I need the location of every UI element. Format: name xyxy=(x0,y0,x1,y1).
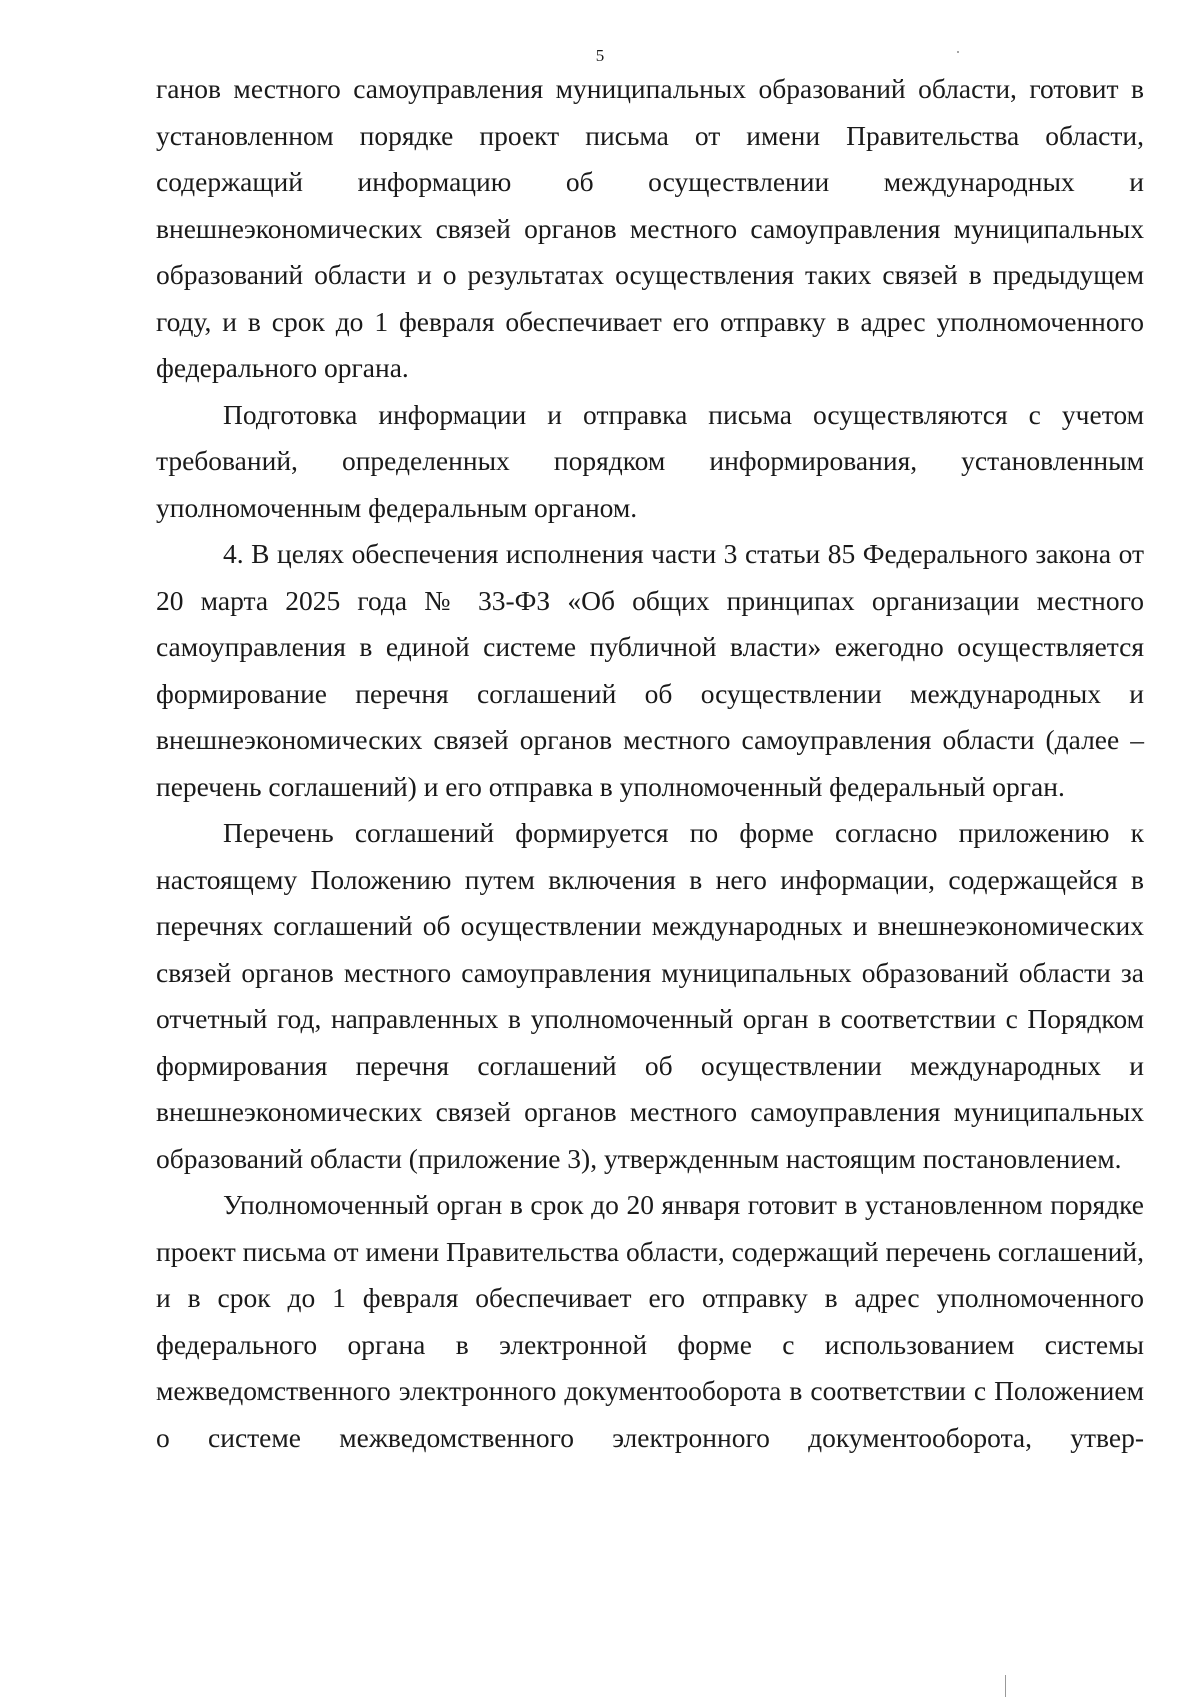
page-number: 5 xyxy=(595,46,605,65)
document-body xyxy=(156,66,1144,1461)
paragraph-list-formation: Перечень соглашений формируется по форме согласно приложению к настоящему Положению путем включения в него информации, содержащейся в перечнях соглашений об осуществлении международных и внешнеэкономических связей органов местного самоуправления муниципальных образований области за отчетный год, направленных в уполномоченный орган в соответствии с Порядком формирования перечня соглашений об осуществлении международных и внешнеэкономических связей органов местного самоуправления муниципальных образований области (приложение 3), утвержденным настоящим постановлением. xyxy=(156,817,1144,1174)
paragraph-authorized-body: Уполномоченный орган в срок до 20 января готовит в установленном порядке проект письма от имени Правительства области, содержащий перечень соглашений, и в срок до 1 февраля обеспечивает его отправку в адрес уполномоченного федерального органа в электронной форме с использованием системы межведомственного электронного документооборота в соответствии с Положением о системе межведомственного электронного документооборота, утвер- xyxy=(156,1189,1144,1453)
scan-artifact-mark xyxy=(1005,1675,1006,1697)
scan-artifact-dot xyxy=(957,51,959,53)
paragraph-info-preparation: Подготовка информации и отправка письма осуществляются с учетом требований, определенных порядком информирования, установленным уполномоченным федеральным органом. xyxy=(156,398,1144,523)
paragraph-continuation: ганов местного самоуправления муниципальных образований области, готовит в установленном порядке проект письма от имени Правительства области, содержащий информацию об осуществлении международных и внешнеэкономических связей органов местного самоуправления муниципальных образований области и о результатах осуществления таких связей в предыдущем году, и в срок до 1 февраля обеспечивает его отправку в адрес уполномоченного федерального органа. xyxy=(156,73,1144,383)
paragraph-item-4: 4. В целях обеспечения исполнения части 3 статьи 85 Федерального закона от 20 марта 2025 года № 33-ФЗ «Об общих принципах организации местного самоуправления в единой системе публичной власти» ежегодно осуществляется формирование перечня соглашений об осуществлении международных и внешнеэкономических связей органов местного самоуправления области (далее – перечень соглашений) и его отправка в уполномоченный федеральный орган. xyxy=(156,538,1144,802)
